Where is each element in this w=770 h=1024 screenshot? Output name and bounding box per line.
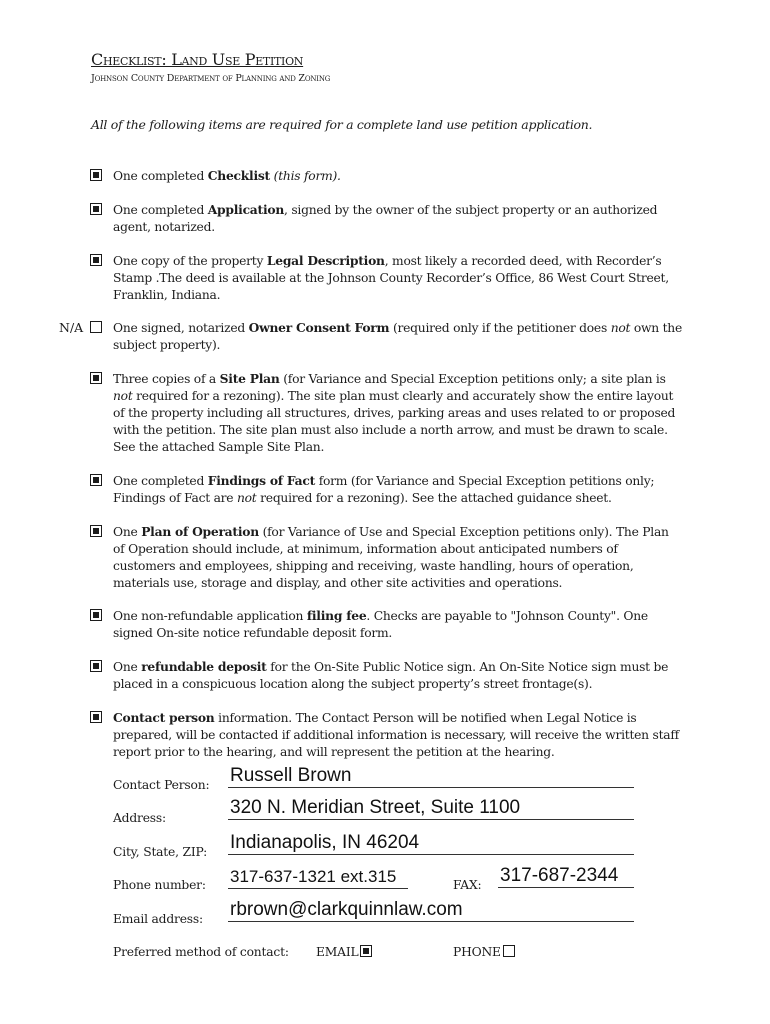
item-bold-text: Application bbox=[207, 202, 285, 217]
item-text-segment: One bbox=[113, 525, 142, 539]
item-text-segment: One copy of the property bbox=[113, 254, 267, 268]
item-italic-text: not bbox=[113, 388, 133, 403]
preferred-contact-label: Preferred method of contact: bbox=[113, 945, 289, 959]
item-checkbox[interactable] bbox=[90, 711, 102, 723]
item-italic-text: (this form). bbox=[273, 169, 341, 183]
item-text-segment: information. The Contact Person will be notified when Legal Notice is prepared, will be contacted if additional information is necessary, will receive the written staff report prior to the hearing, and will represent the petition at the hearing. bbox=[113, 711, 679, 759]
item-bold-text: Legal Description bbox=[266, 253, 385, 268]
fax-label: FAX: bbox=[453, 878, 482, 892]
email-label: Email address: bbox=[113, 912, 203, 926]
item-bold-text: filing fee bbox=[306, 608, 367, 623]
item-text-segment: One completed bbox=[113, 203, 208, 217]
item-checkbox[interactable] bbox=[90, 474, 102, 486]
item-bold-text: Site Plan bbox=[219, 371, 280, 386]
item-text-segment: (for Variance of Use and Special Exception petitions only). The Plan of Operation should include, at minimum, information about anticipated numbers of customers and employees, shipping and receiving, waste handling, hours of operation, materials use, storage and display, and other site activities and operations. bbox=[113, 525, 669, 590]
fax-field[interactable]: 317-687-2344 bbox=[498, 865, 634, 888]
item-text bbox=[113, 253, 683, 304]
contact-person-label: Contact Person: bbox=[113, 778, 210, 792]
item-text-segment: (required only if the petitioner does bbox=[389, 321, 611, 335]
item-text bbox=[113, 473, 683, 507]
email-field[interactable]: rbrown@clarkquinnlaw.com bbox=[228, 899, 634, 922]
phone-field[interactable]: 317-637-1321 ext.315 bbox=[228, 866, 408, 889]
item-checkbox[interactable] bbox=[90, 254, 102, 266]
item-bold-text: Contact person bbox=[113, 710, 215, 725]
item-text bbox=[113, 710, 683, 761]
item-checkbox[interactable] bbox=[90, 525, 102, 537]
page-subtitle: Johnson County Department of Planning and Zoning bbox=[91, 73, 331, 84]
item-text-segment: , most likely a recorded deed, with Recorder’s Stamp .The deed is available at the Johnson County Recorder’s Office, 86 West Court Street, Franklin, Indiana. bbox=[113, 254, 669, 302]
item-text-segment: required for a rezoning). See the attached guidance sheet. bbox=[256, 490, 612, 505]
item-text-segment: Three copies of a bbox=[113, 372, 220, 386]
email-option-label: EMAIL bbox=[316, 945, 359, 959]
item-text-segment: One bbox=[113, 660, 142, 674]
item-text-segment: . Checks are payable to "Johnson County". One signed On-site notice refundable deposit form. bbox=[113, 609, 648, 640]
item-bold-text: Plan of Operation bbox=[141, 524, 259, 539]
contact-person-field[interactable]: Russell Brown bbox=[228, 765, 634, 788]
item-checkbox[interactable] bbox=[90, 203, 102, 215]
phone-option-label: PHONE bbox=[453, 945, 501, 959]
address-label: Address: bbox=[113, 811, 166, 825]
email-option-checkbox[interactable] bbox=[360, 945, 372, 957]
intro-text: All of the following items are required for a complete land use petition application. bbox=[91, 117, 593, 132]
item-text-segment: own the subject property). bbox=[113, 321, 683, 352]
item-text-segment: One non-refundable application bbox=[113, 609, 307, 623]
item-bold-text: Owner Consent Form bbox=[248, 320, 390, 335]
address-field[interactable]: 320 N. Meridian Street, Suite 1100 bbox=[228, 797, 634, 820]
item-text bbox=[113, 659, 683, 693]
item-text bbox=[113, 524, 683, 592]
item-text-segment: form (for Variance and Special Exception petitions only; Findings of Fact are bbox=[113, 474, 655, 505]
phone-option[interactable] bbox=[453, 945, 515, 959]
item-text bbox=[113, 202, 683, 236]
item-text-segment: One completed bbox=[113, 169, 208, 183]
item-text-segment: required for a rezoning). The site plan must clearly and accurately show the entire layout of the property including all structures, drives, parking areas and uses related to or proposed with the petition. The site plan must also include a north arrow, and must be drawn to scale. See the attached Sample Site Plan. bbox=[113, 388, 676, 454]
city-state-zip-label: City, State, ZIP: bbox=[113, 845, 208, 859]
item-checkbox[interactable] bbox=[90, 660, 102, 672]
item-checkbox[interactable] bbox=[90, 321, 102, 333]
item-text bbox=[113, 320, 683, 354]
not-applicable-label: N/A bbox=[59, 320, 84, 335]
email-option[interactable] bbox=[316, 945, 372, 959]
item-checkbox[interactable] bbox=[90, 372, 102, 384]
item-bold-text: refundable deposit bbox=[141, 659, 267, 674]
item-text-segment: (for Variance and Special Exception petitions only; a site plan is bbox=[279, 372, 666, 386]
item-text-segment: One signed, notarized bbox=[113, 321, 249, 335]
phone-label: Phone number: bbox=[113, 878, 206, 892]
item-text-segment: One completed bbox=[113, 474, 208, 488]
item-text-segment: for the On-Site Public Notice sign. An On-Site Notice sign must be placed in a conspicuous location along the subject property’s street frontage(s). bbox=[113, 660, 669, 691]
item-text bbox=[113, 168, 683, 185]
item-bold-text: Checklist bbox=[207, 168, 270, 183]
item-text-segment: , signed by the owner of the subject property or an authorized agent, notarized. bbox=[113, 203, 658, 234]
phone-option-checkbox[interactable] bbox=[503, 945, 515, 957]
item-bold-text: Findings of Fact bbox=[207, 473, 316, 488]
city-state-zip-field[interactable]: Indianapolis, IN 46204 bbox=[228, 832, 634, 855]
item-italic-text: not bbox=[610, 321, 631, 335]
page-title: Checklist: Land Use Petition bbox=[91, 50, 304, 69]
item-italic-text: not bbox=[236, 490, 257, 505]
item-text bbox=[113, 371, 683, 456]
item-checkbox[interactable] bbox=[90, 609, 102, 621]
item-checkbox[interactable] bbox=[90, 169, 102, 181]
item-text bbox=[113, 608, 683, 642]
